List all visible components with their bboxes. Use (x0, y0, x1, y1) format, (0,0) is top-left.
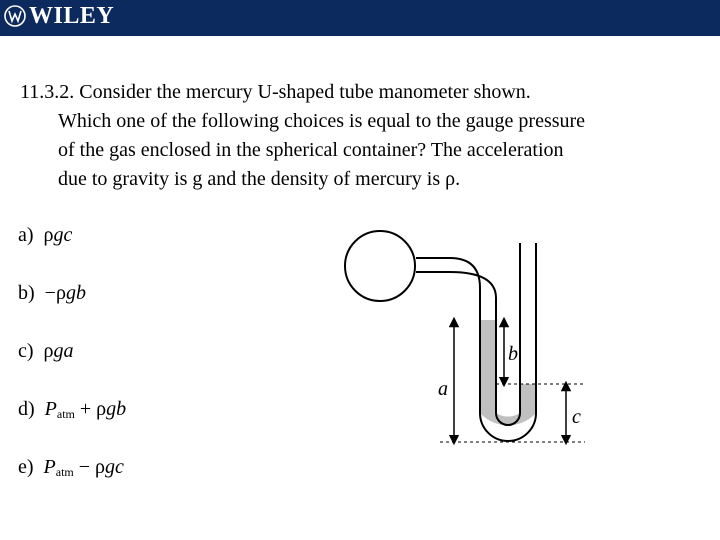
manometer-diagram (330, 228, 600, 458)
question-line-4: due to gravity is g and the density of mercury is ρ. (58, 168, 461, 190)
label-b: b (508, 343, 518, 365)
header-bar (0, 0, 720, 36)
wiley-seal-icon (4, 5, 26, 27)
choice-e[interactable]: e) $P_{atm} - \rho gc$ (18, 456, 124, 479)
question-line-1: Consider the mercury U-shaped tube manometer shown. (74, 81, 531, 103)
choice-c[interactable]: c) ρga (18, 340, 74, 362)
question-line-3: of the gas enclosed in the spherical container? The acceleration (58, 139, 564, 161)
question-line-2: Which one of the following choices is equal to the gauge pressure (58, 110, 586, 132)
logo-text: WILEY (29, 2, 115, 29)
label-a: a (438, 378, 448, 400)
question-text (20, 78, 700, 194)
question-number: 11.3.2. (20, 81, 75, 103)
choice-b[interactable]: b) −ρgb (18, 282, 86, 304)
spherical-container (345, 231, 415, 301)
wiley-logo (4, 2, 114, 30)
choice-d[interactable]: d) $P_{atm} + \rho gb$ (18, 398, 127, 421)
choice-a[interactable]: a) ρgc (18, 224, 73, 246)
label-c: c (572, 406, 581, 428)
mercury-column (480, 320, 536, 425)
